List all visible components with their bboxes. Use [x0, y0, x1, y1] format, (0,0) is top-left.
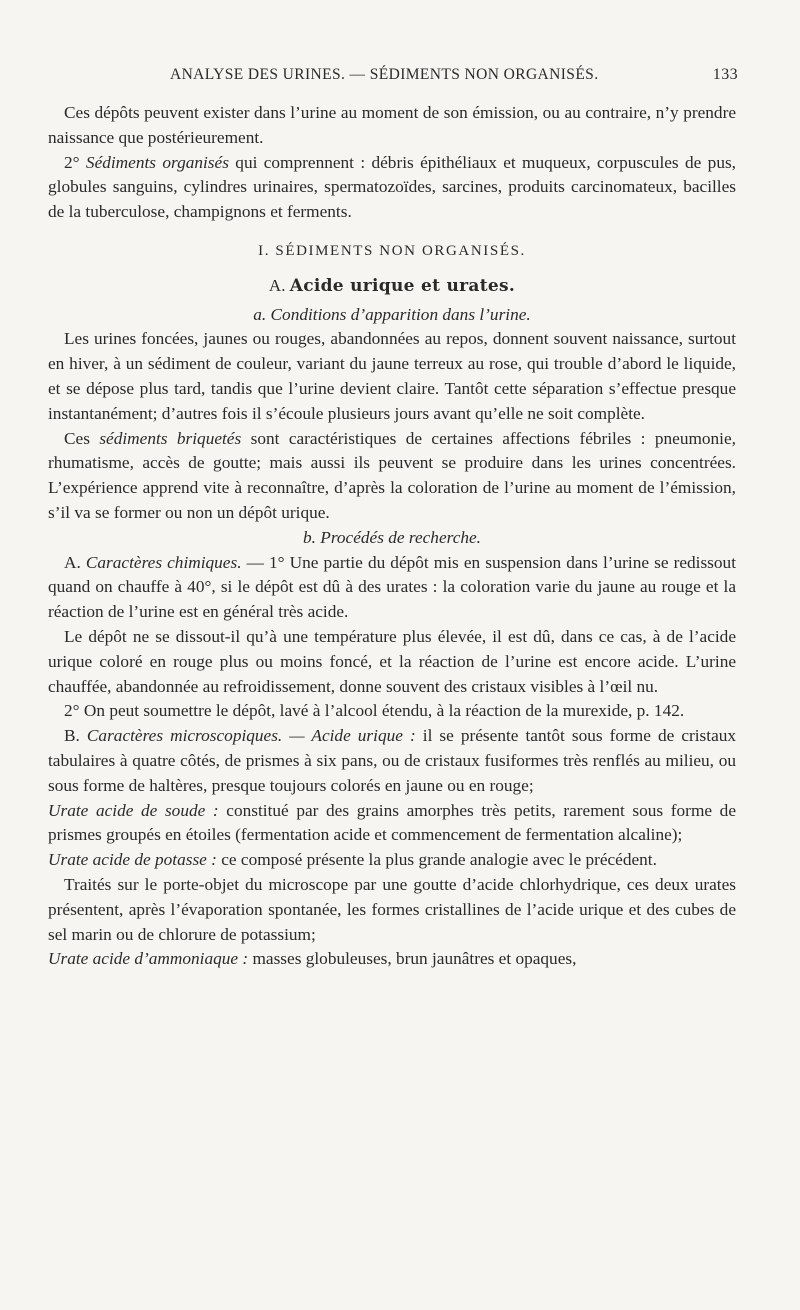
paragraph-brick-sediments: Ces sédiments briquetés sont caractéristiques de certaines affections fébriles : pneumonie, rhumatisme, accès de goutte; mais aussi ils peuvent se produire dans les urines concentrées. L’expérience apprend vite à reconnaître, d’après la coloration de l’urine au moment de l’émission, s’il va se former ou non un dépôt urique.	[48, 428, 736, 522]
paragraph-ammonium-urate: Urate acide d’ammoniaque : masses globuleuses, brun jaunâtres et opaques,	[48, 949, 577, 969]
section-heading-a: A. Acide urique et urates.	[268, 275, 516, 296]
subheading-a: a. Conditions d’apparition dans l’urine.	[253, 304, 531, 324]
paragraph-murexide: 2° On peut soumettre le dépôt, lavé à l’alcool étendu, à la réaction de la murexide, p. 142.	[64, 701, 685, 721]
paragraph-hydrochloric-acid: Traités sur le porte-objet du microscope par une goutte d’acide chlorhydrique, ces deux urates présentent, après l’évaporation spontanée, les formes cristallines de l’acide urique et des cubes de sel marin ou de chlorure de potassium;	[48, 874, 736, 944]
paragraph-organized-sediments: 2° Sédiments organisés qui comprennent : débris épithéliaux et muqueux, corpuscules de pus, globules sanguins, cylindres urinaires, spermatozoïdes, sarcines, produits carcinomateux, bacilles de la tuberculose, champignons et ferments.	[48, 152, 737, 222]
paragraph-microscopic-characters: B. Caractères microscopiques. — Acide urique : il se présente tantôt sous forme de cristaux tabulaires à quatre côtés, de prismes à six pans, ou de cristaux fusiformes très renflés au milieu, ou sous forme de haltères, presque toujours colorés en jaune ou en rouge;	[48, 726, 737, 795]
page-number: 133	[712, 66, 738, 83]
paragraph-dark-urines: Les urines foncées, jaunes ou rouges, abandonnées au repos, donnent souvent naissance, surtout en hiver, à un sédiment de couleur, variant du jaune terreux au rose, qui trouble d’abord le liquide, et se dépose plus tard, tandis que l’urine devient claire. Tantôt cette séparation s’effectue presque instantanément; d’autres fois il s’écoule plusieurs jours avant qu’elle ne soit complète.	[48, 329, 736, 423]
paragraph-deposits: Ces dépôts peuvent exister dans l’urine au moment de son émission, ou au contraire, n’y prendre naissance que postérieurement.	[48, 103, 736, 147]
page-body	[48, 101, 736, 972]
paragraph-chemical-characters: A. Caractères chimiques. — 1° Une partie du dépôt mis en suspension dans l’urine se redissout quand on chauffe à 40°, si le dépôt est dû à des urates : la coloration varie du jaune au rouge et la réaction de l’urine est en général très acide.	[48, 552, 736, 622]
subheading-b: b. Procédés de recherche.	[302, 527, 481, 547]
section-heading-1: I. SÉDIMENTS NON ORGANISÉS.	[258, 242, 526, 259]
paragraph-sodium-urate: Urate acide de soude : constitué par des grains amorphes très petits, rarement sous forme de prismes groupés en étoiles (fermentation acide et commencement de fermentation alcaline);	[48, 800, 736, 845]
paragraph-higher-temperature: Le dépôt ne se dissout-il qu’à une température plus élevée, il est dû, dans ce cas, à de l’acide urique coloré en rouge plus ou moins foncé, et la réaction de l’urine est encore acide. L’urine chauffée, abandonnée au refroidissement, donne souvent des cristaux visibles à l’œil nu.	[48, 626, 736, 696]
paragraph-potassium-urate: Urate acide de potasse : ce composé présente la plus grande analogie avec le précédent.	[48, 850, 657, 870]
running-title: ANALYSE DES URINES. — SÉDIMENTS NON ORGANISÉS.	[170, 66, 599, 83]
